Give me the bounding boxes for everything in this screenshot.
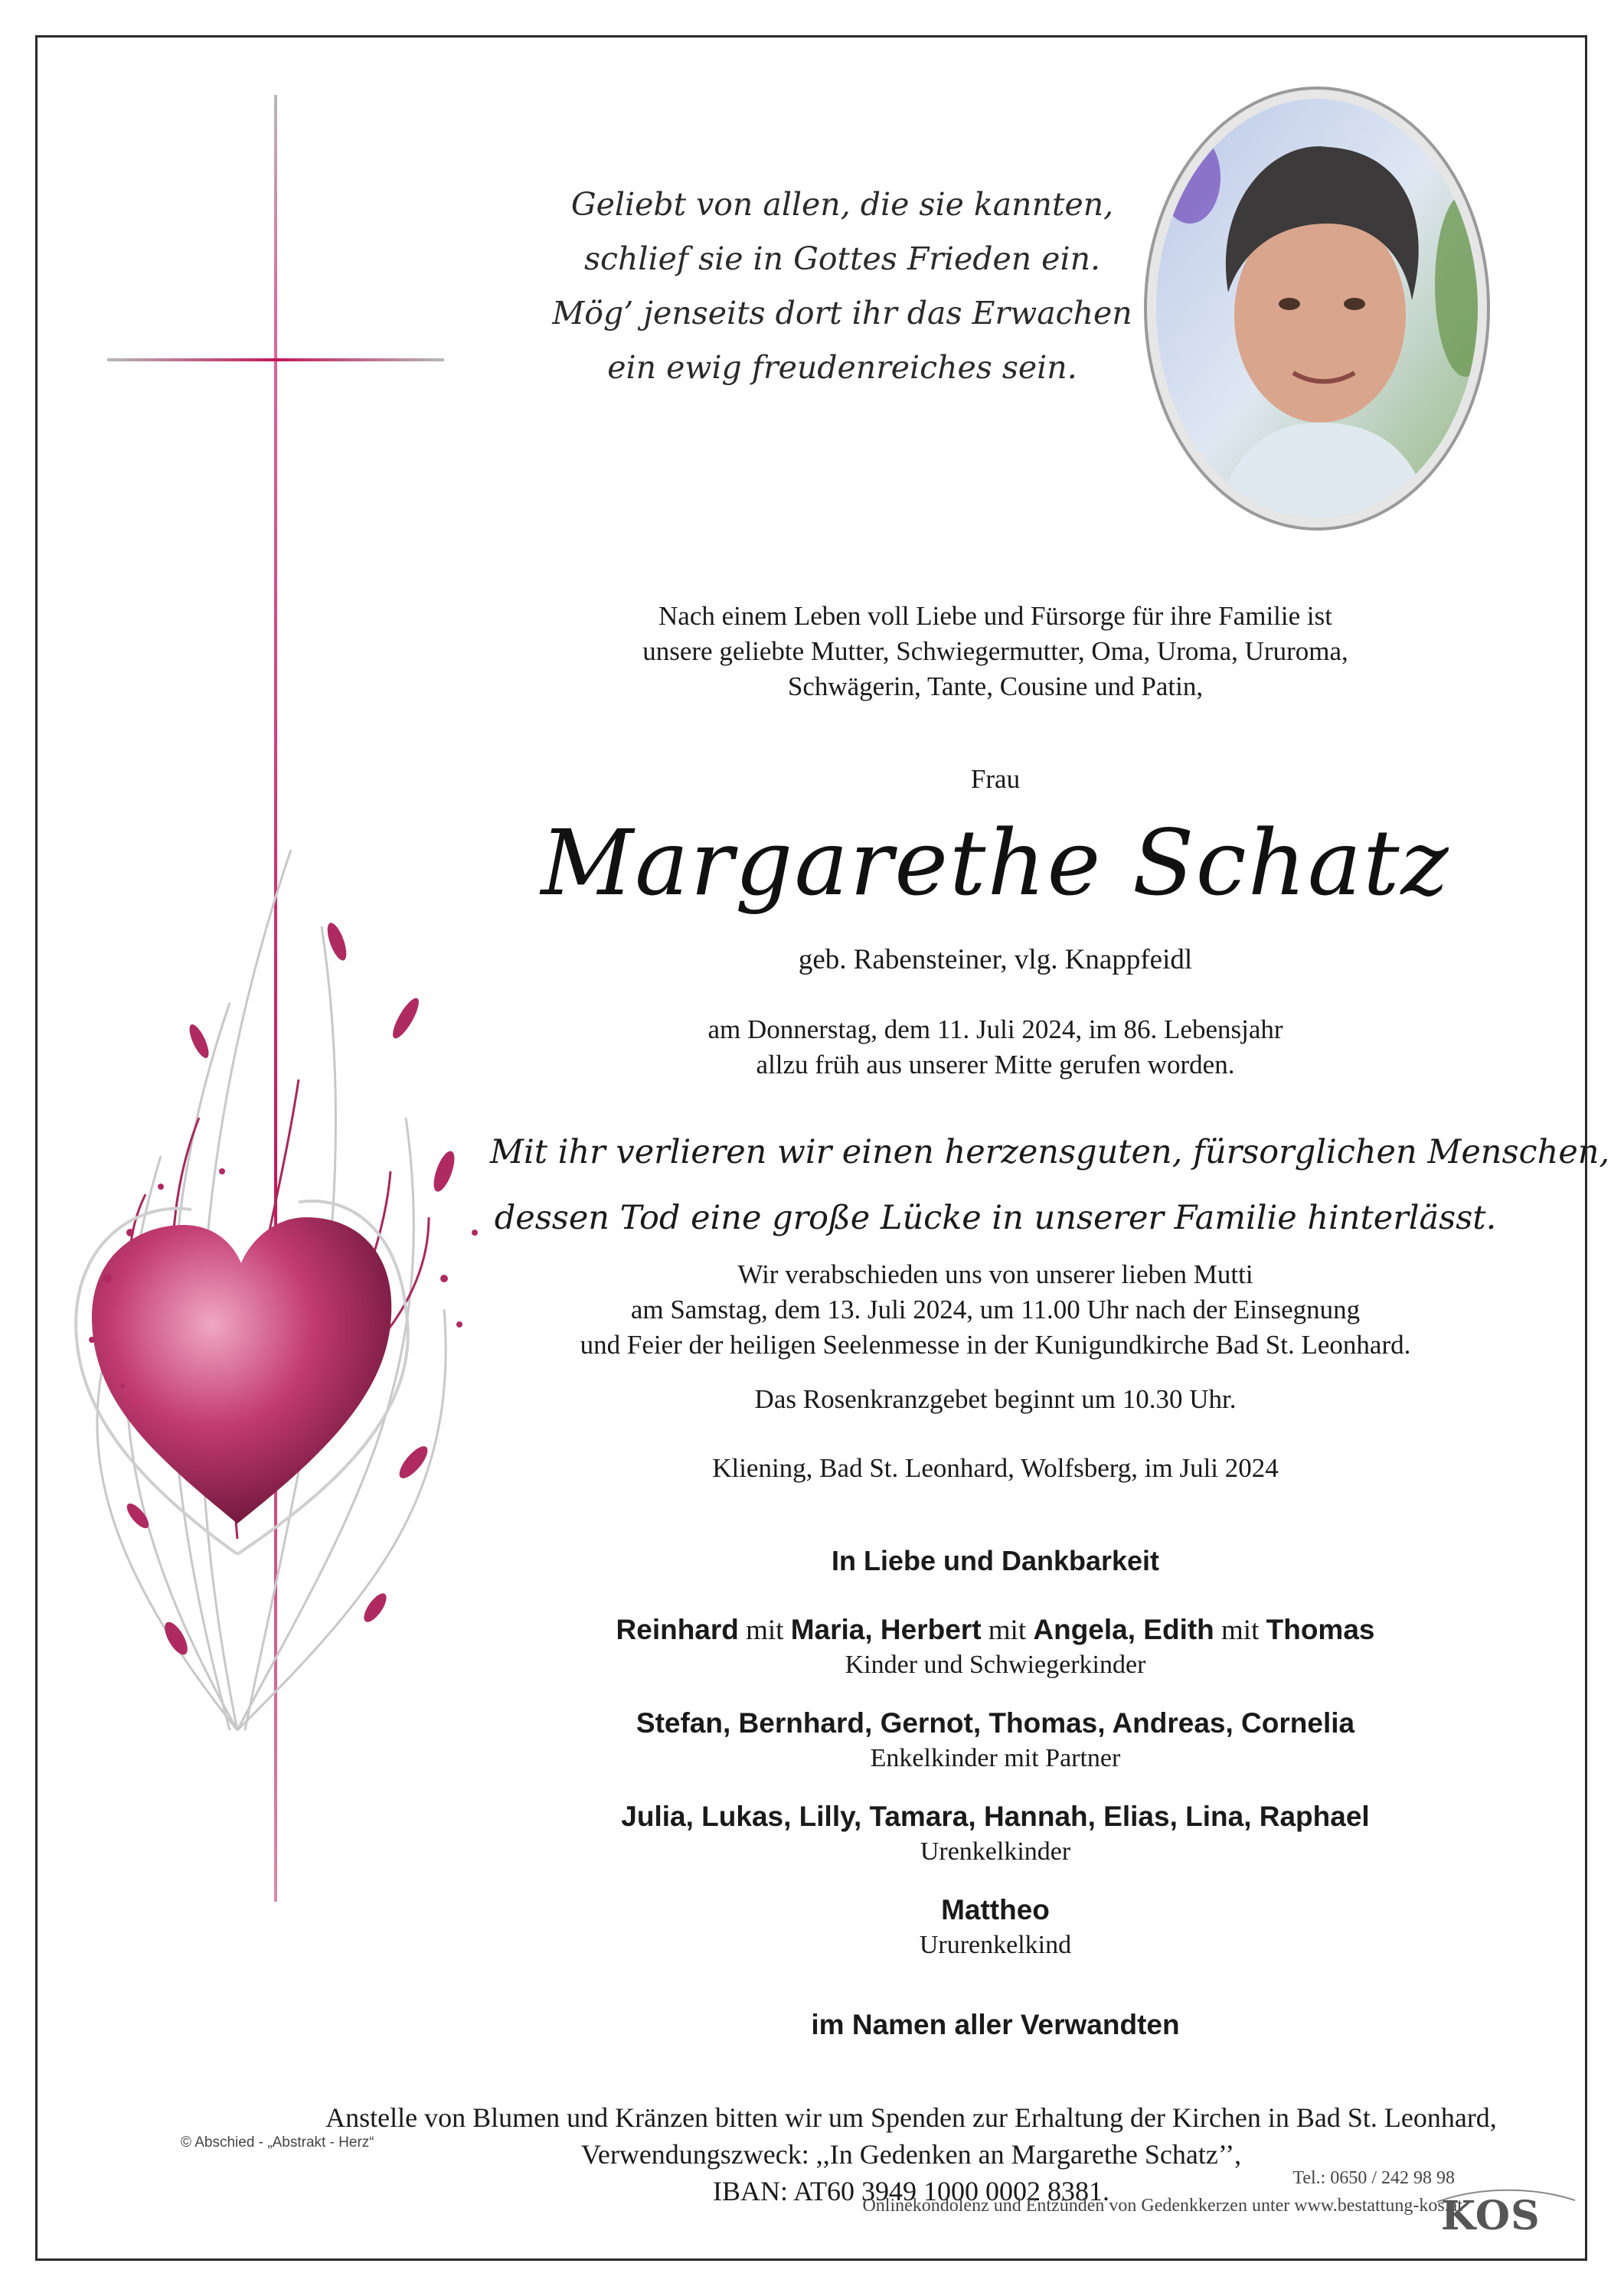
intro-line: unsere geliebte Mutter, Schwiegermutter, Oma, Uroma, Ururoma, [642,636,1348,666]
birth-name: geb. Rabensteiner, vlg. Knappfeidl [798,944,1193,975]
intro-line: Nach einem Leben voll Liebe und Fürsorge für ihre Familie ist [658,601,1332,631]
great-grandchildren-label: Urenkelkinder [920,1837,1071,1866]
kos-logo: KOS [1441,2193,1541,2239]
connector: mit [1214,1615,1266,1646]
donation-line: Anstelle von Blumen und Kränzen bitten wir um Spenden zur Erhaltung der Kirchen in Bad St. Leonhard, [325,2102,1497,2133]
cross-icon [107,95,444,1902]
intro-text [536,599,1455,704]
online-condolence-link[interactable]: Onlinekondolenz und Entzünden von Gedenkkerzen unter www.bestattung-kos.at [862,2196,1462,2216]
image-credit: © Abschied - „Abstrakt - Herz“ [181,2134,374,2151]
family-name: Reinhard [616,1614,739,1645]
death-line: allzu früh aus unserer Mitte gerufen worden. [756,1050,1235,1079]
funeral-line: am Samstag, dem 13. Juli 2024, um 11.00 Uhr nach der Einsegnung [630,1295,1361,1324]
rosary-notice: Das Rosenkranzgebet beginnt um 10.30 Uhr. [754,1384,1237,1414]
poem-line: Mög’ jenseits dort ihr das Erwachen [552,295,1132,331]
relatives-line: im Namen aller Verwandten [811,2009,1180,2040]
contact-phone: Tel.: 0650 / 242 98 98 [1292,2168,1455,2188]
donation-request [245,2099,1577,2209]
family-name: Maria, Herbert [790,1614,982,1645]
connector: mit [738,1615,791,1646]
quote-line: Mit ihr verlieren wir einen herzensguten, fürsorglichen Menschen, [490,1133,1610,1171]
donation-line: IBAN: AT60 3949 1000 0002 8381. [712,2176,1109,2206]
memorial-quote [490,1119,1610,1251]
great-great-grandchildren-names: Mattheo [941,1894,1050,1925]
deceased-name: Margarethe Schatz [541,810,1450,916]
great-grandchildren-names: Julia, Lukas, Lilly, Tamara, Hannah, Elias, Lina, Raphael [621,1801,1370,1832]
portrait-photo [1144,86,1490,531]
cross-heart-illustration [46,84,521,1922]
great-great-grandchildren-label: Ururenkelkind [919,1931,1072,1959]
donation-line: Verwendungszweck: ,,In Gedenken an Margarethe Schatz’’, [580,2139,1242,2170]
death-notice [536,1012,1455,1083]
funeral-line: und Feier der heiligen Seelenmesse in der Kunigundkirche Bad St. Leonhard. [580,1330,1411,1360]
funeral-line: Wir verabschieden uns von unserer lieben Mutti [737,1259,1253,1289]
funeral-details [505,1257,1485,1363]
heart-icon [76,1201,408,1554]
children-names [490,1614,1501,1647]
salutation: Frau [970,764,1021,794]
place-date: Kliening, Bad St. Leonhard, Wolfsberg, im Juli 2024 [712,1453,1279,1483]
family-name: Angela, Edith [1033,1614,1214,1645]
quote-line: dessen Tod eine große Lücke in unserer Familie hinterlässt. [494,1199,1497,1237]
poem [536,178,1149,395]
thanks-heading: In Liebe und Dankbarkeit [831,1545,1160,1576]
logo-swoosh-icon [1433,2187,1579,2209]
grandchildren-label: Enkelkinder mit Partner [870,1744,1121,1772]
poem-line: schlief sie in Gottes Frieden ein. [583,240,1101,277]
children-label: Kinder und Schwiegerkinder [845,1651,1146,1679]
death-line: am Donnerstag, dem 11. Juli 2024, im 86. Lebensjahr [707,1014,1283,1044]
intro-line: Schwägerin, Tante, Cousine und Patin, [787,671,1204,701]
poem-line: Geliebt von allen, die sie kannten, [570,186,1114,223]
connector: mit [981,1615,1034,1646]
grandchildren-names: Stefan, Bernhard, Gernot, Thomas, Andreas, Cornelia [636,1707,1355,1739]
poem-line: ein ewig freudenreiches sein. [607,349,1077,386]
family-name: Thomas [1266,1614,1375,1645]
